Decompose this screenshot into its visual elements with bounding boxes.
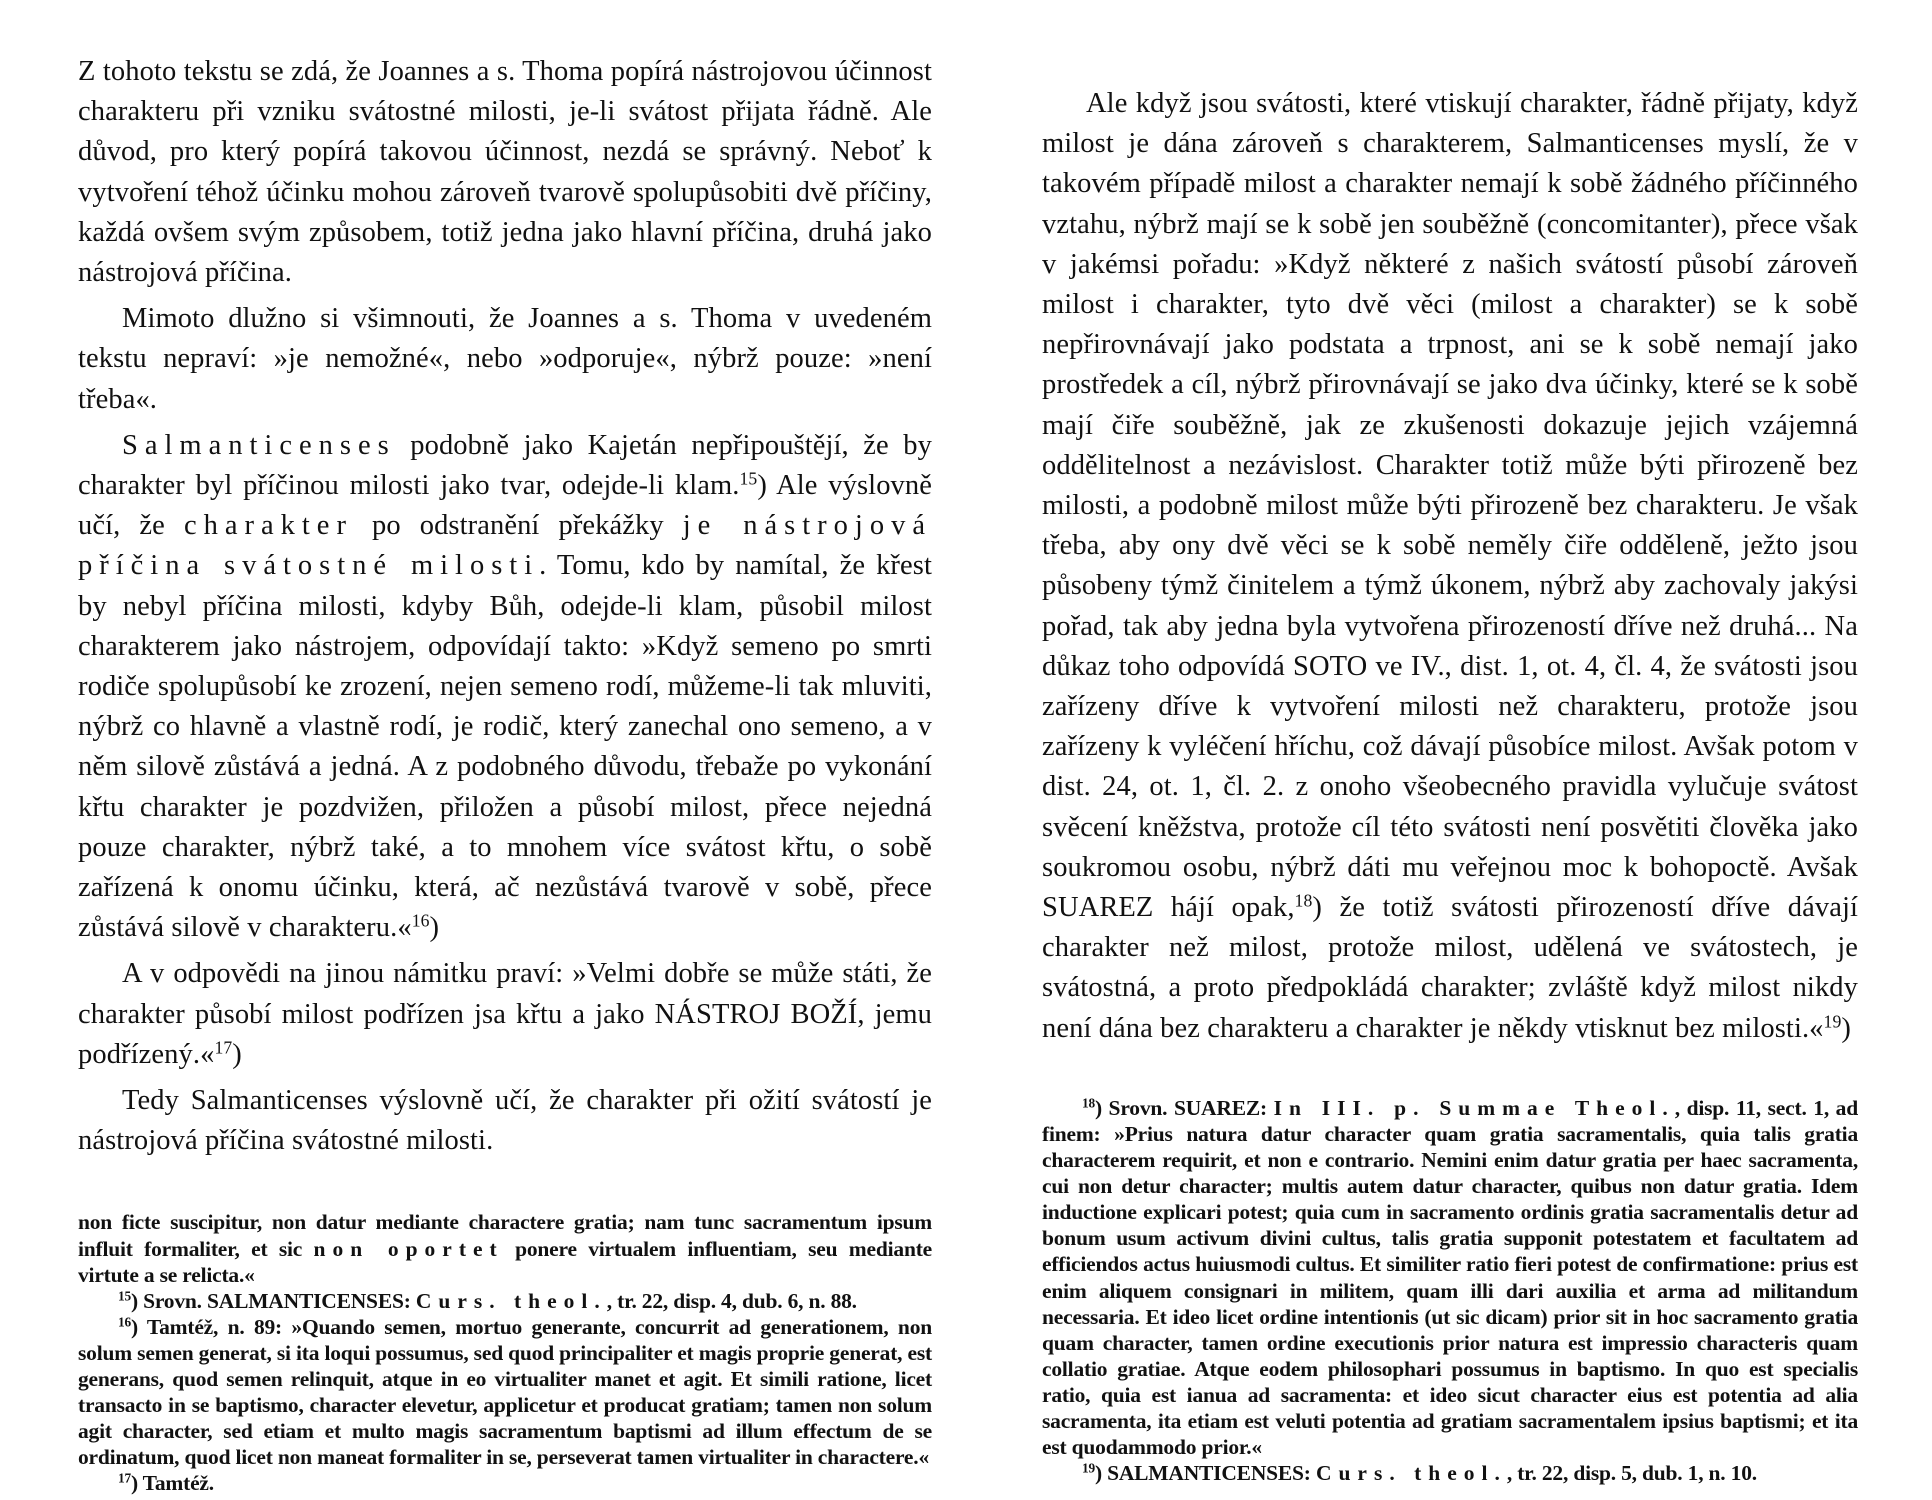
spaced-emphasis: je nástrojová příčina svátostné milosti — [78, 510, 932, 582]
paragraph — [78, 426, 932, 949]
footnote-17 — [78, 1470, 932, 1496]
paragraph: Z tohoto tekstu se zdá, že Joannes a s. Thoma popírá nástrojovou účinnost charakteru při vzniku svátostné milosti, je-li svátost přijata řádně. Ale důvod, pro který popírá takovou účinnost, nezdá se správný. Neboť k vytvoření téhož účinku mohou zároveň tvarově spolupůsobiti dvě příčiny, každá ovšem svým způsobem, totiž jedna jako hlavní příčina, druhá jako nástrojová příčina. — [78, 56, 932, 289]
paragraph — [78, 954, 932, 1075]
footnote-ref: 16 — [411, 910, 430, 931]
text-run: , tr. 22, disp. 4, dub. 6, n. 88. — [606, 1288, 857, 1313]
text-run: po odstranění překážky — [352, 510, 683, 542]
text-run: , disp. 11, sect. 1, ad finem: »Prius natura datur character quam gratia sacramentalis, quia talis gratia characterem requirit, et non e contrario. Nemini enim datur gratia per haec sacramenta, cui non detur character; multis autem datur character, quibus non datur gratia. Idem inductione explicari potest; quia cum in sacramento ordinis gratia sacramentalis detur ad bonum usum activum divini cultus, talis gratia supponit potestatem et facultatem ad efficiendos actus huiusmodi cultus. Et similiter ratio fieri potest de confirmatione: prius est enim aliquem consignari in militem, quam illi dari auxilia et arma ad militandum necessaria. Et ideo licet ordine intentionis (ut sic dicam) prior sit in hoc sacramento gratia quam character, tamen ordine executionis prior natura est impressio characteris quam collatio gratiae. Atque eodem philosophari possumus in baptismo. In quo est specialis ratio, quia est ianua ad sacramenta: et ideo sicut character eius est potentia ad alia sacramenta, ita etiam est veluti potentia ad gratiam sacramentalem ipsius baptismi; et ita est quodammodo prior.« — [1042, 1095, 1858, 1460]
text-run: ) — [429, 912, 440, 944]
text-run: ) Tamtéž, n. 89: »Quando semen, mortuo generante, concurrit ad generationem, non solum semen generat, si ita loqui possumus, sed quod principaliter et magis proprie generat, est generans, quod semen relinquit, atque in eo virtualiter manet et agit. Et simili ratione, licet transacto in se baptismo, character elevetur, applicetur et producat gratiam; tamen non solum agit character, sed etiam et multo magis sacramentum baptismi ad illum effectum de se ordinatum, quod licet non maneat formaliter in se, perseverat tamen virtualiter in charactere.« — [78, 1314, 932, 1470]
text-run: ) Srovn. SUAREZ: — [1094, 1095, 1274, 1120]
text-run: podobně jako Kajetán nepřipouštějí, že by charakter byl příčinou milosti jako tvar, odejde-li klam. — [78, 429, 932, 502]
text-run: ) Ale výslovně učí, že — [78, 470, 932, 542]
text-run: A v odpovědi na jinou námitku praví: »Velmi dobře se může státi, že charakter působí milost podřízen jsa křtu a jako NÁSTROJ BOŽÍ, jemu podřízený.« — [78, 958, 932, 1070]
text-run: . Tomu, kdo by namítal, že křest by nebyl příčina milosti, kdyby Bůh, odejde-li klam, působil milost charakterem jako nástrojem, odpovídají takto: »Když semeno po smrti rodiče spolupůsobí ke zrození, nejen semeno rodí, můžeme-li tak mluviti, nýbrž co hlavně a vlastně rodí, je rodič, který zanechal ono semeno, a v něm silově zůstává a jedná. A z podobného důvodu, třebaže po vykonání křtu charakter je pozdvižen, přiložen a působí milost, přece nejedná pouze charakter, nýbrž také, a to mnohem více svátost křtu, o sobě zařízená k onomu účinku, která, ač nezůstává tvarově v sobě, přece zůstává silově v charakteru.« — [78, 550, 932, 944]
paragraph: Tedy Salmanticenses výslovně učí, že charakter při ožití svátostí je nástrojová příčina svátostné milosti. — [78, 1085, 932, 1157]
spaced-emphasis: Curs. theol. — [1315, 1461, 1507, 1486]
text-run: non ficte suscipitur, non datur mediante charactere gratia; nam tunc sacramentum ipsum influit formaliter, et sic — [78, 1210, 932, 1261]
footnote-mark: 18 — [1082, 1095, 1095, 1111]
spaced-emphasis: In III. p. Summae Theol. — [1273, 1095, 1675, 1120]
text-run: ) Srovn. SALMANTICENSES: — [130, 1288, 416, 1313]
footnote-continuation — [78, 1209, 932, 1287]
right-footnotes — [1042, 1095, 1858, 1486]
text-run: ) SALMANTICENSES: — [1094, 1461, 1316, 1486]
footnote-ref: 15 — [739, 468, 758, 489]
spaced-emphasis: non oportet — [313, 1236, 504, 1261]
text-run: ponere virtualem influentiam, seu mediante virtute a se relicta.« — [78, 1236, 933, 1287]
footnote-mark: 17 — [118, 1471, 131, 1487]
text-run: ) — [1841, 1012, 1851, 1044]
footnote-mark: 15 — [118, 1288, 131, 1304]
right-page — [966, 0, 1932, 1500]
footnote-16 — [78, 1314, 932, 1471]
right-main-text — [1042, 84, 1858, 1049]
text-run: Ale když jsou svátosti, které vtiskují charakter, řádně přijaty, když milost je dána zároveň s charakterem, Salmanticenses myslí, že v takovém případě milost a charakter nemají k sobě žádného příčinného vztahu, nýbrž mají se k sobě jen souběžně (concomitanter), přece však v jakémsi pořadu: »Když některé z našich svátostí působí zároveň milost i charakter, tyto dvě věci (milost a charakter) se k sobě nepřirovnávají jako podstata a trpnost, ani se k sobě nemají jako prostředek a cíl, nýbrž přirovnávají se jako dva účinky, které se k sobě mají čiře souběžně, jak ze zkušenosti dokazuje jejich vzájemná oddělitelnost a nezávislost. Charakter totiž může býti přirozeně bez milosti, a podobně milost může býti přirozeně bez charakteru. Je však třeba, aby ony dvě věci se k sobě neměly čiře odděleně, ježto jsou působeny týmž činitelem a týmž úkonem, nýbrž aby zachovaly jakýsi pořad, tak aby jedna byla vytvořena přirozeností dříve než druhá... Na důkaz toho odpovídá SOTO ve IV., dist. 1, ot. 4, čl. 4, že svátosti jsou zařízeny dříve k vytvoření milosti než charakteru, protože jsou zařízeny k vyléčení hříchu, což dávají působíce milost. Avšak potom v dist. 24, ot. 1, čl. 2. z onoho všeobecného pravidla vylučuje svátost svěcení kněžstva, protože cíl této svátosti není posvětiti člověka jako soukromou osobu, nýbrž dáti mu veřejnou moc k bohopoctě. Avšak SUAREZ hájí opak, — [1042, 88, 1858, 924]
footnote-mark: 19 — [1082, 1460, 1095, 1476]
footnote-ref: 17 — [214, 1037, 233, 1058]
text-run: ) že totiž svátosti přirozeností dříve dávají charakter než milost, protože milost, udělená ve svátostech, je svátostná, a proto předpokládá charakter; zvláště když milost nikdy není dána bez charakteru a charakter je někdy vtisknut bez milosti.« — [1042, 892, 1858, 1044]
spaced-emphasis: charakter — [183, 510, 353, 542]
footnote-15 — [78, 1288, 932, 1314]
paragraph — [1042, 84, 1858, 1049]
text-run: ) Tamtéž. — [130, 1471, 214, 1496]
footnote-ref: 19 — [1823, 1010, 1842, 1031]
spaced-emphasis: Curs. theol. — [415, 1288, 607, 1313]
footnote-19 — [1042, 1460, 1858, 1486]
footnote-ref: 18 — [1294, 890, 1313, 911]
text-run: , tr. 22, disp. 5, dub. 1, n. 10. — [1506, 1461, 1757, 1486]
left-footnotes — [78, 1209, 932, 1496]
paragraph: Mimoto dlužno si všimnouti, že Joannes a s. Thoma v uvedeném tekstu nepraví: »je nemožné«, nebo »odporuje«, nýbrž pouze: »není třeba«. — [78, 303, 932, 415]
spaced-name: Salmanticenses — [122, 429, 396, 461]
footnote-mark: 16 — [118, 1314, 131, 1330]
text-run: ) — [232, 1038, 242, 1070]
footnote-18 — [1042, 1095, 1858, 1460]
left-main-text — [78, 52, 932, 1161]
